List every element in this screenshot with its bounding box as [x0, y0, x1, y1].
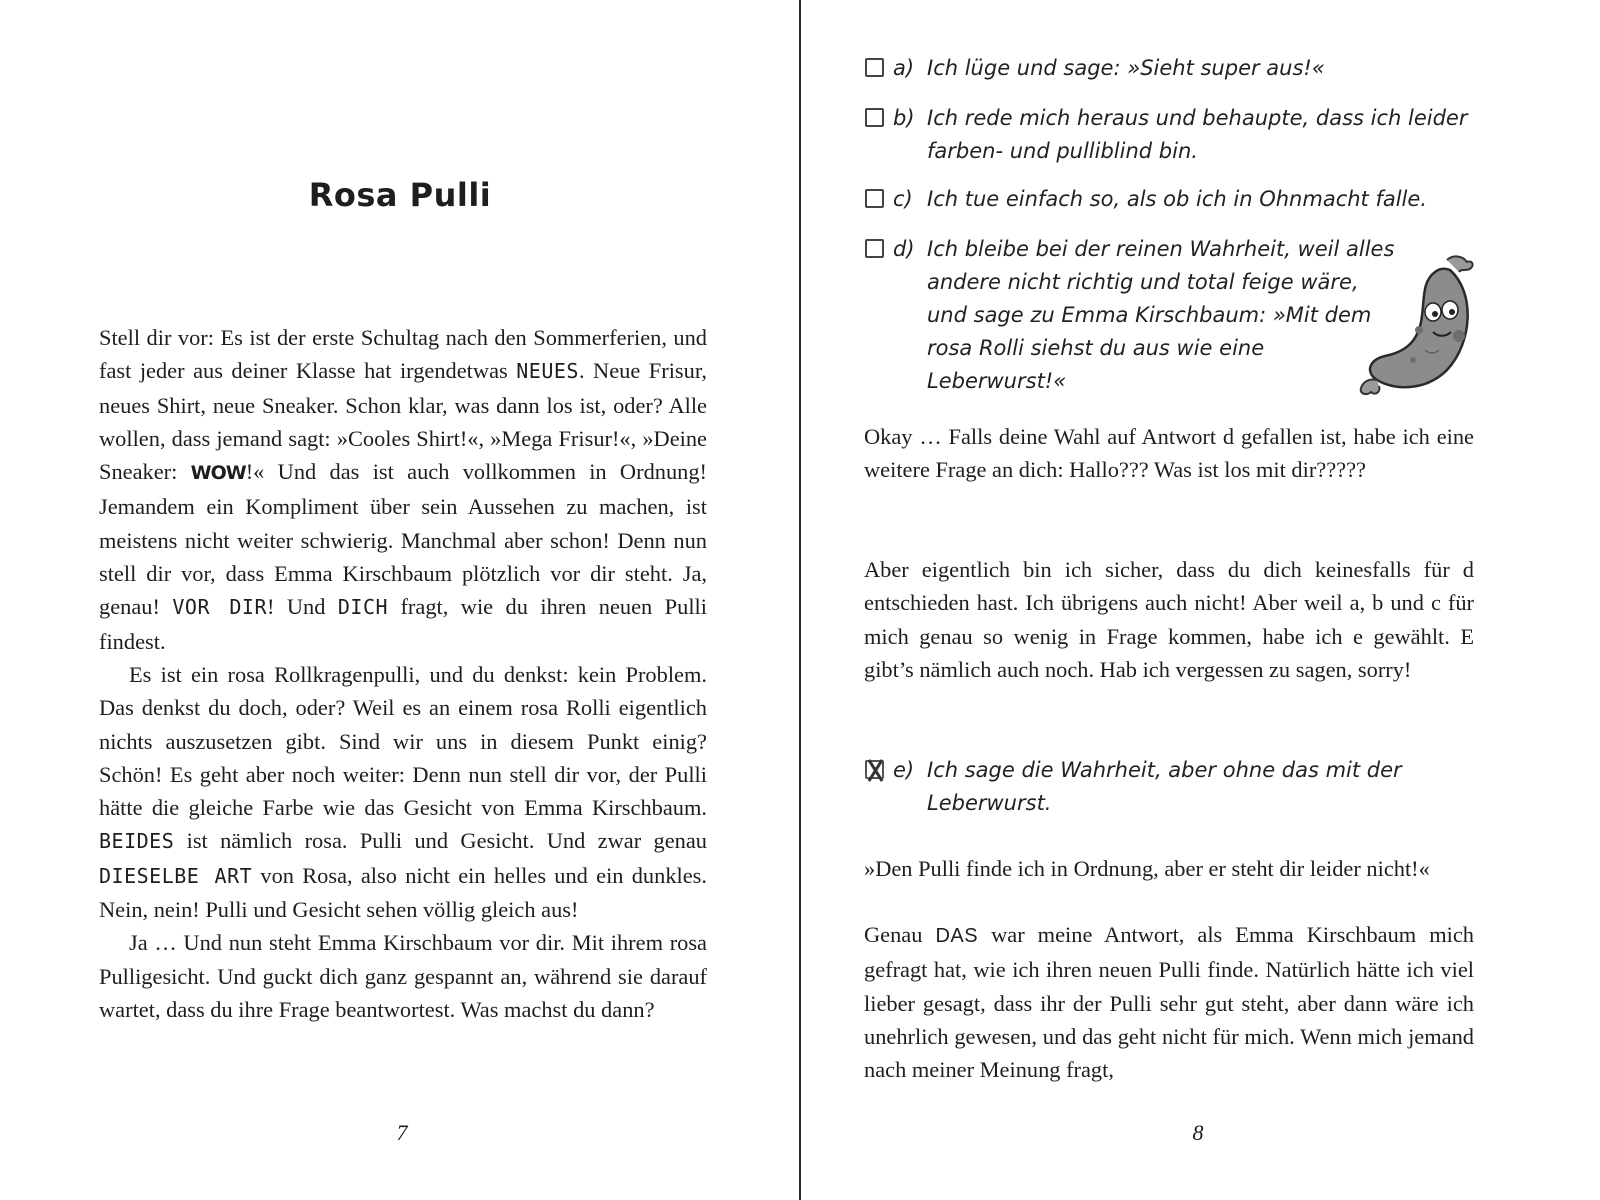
text-segment: fragt, wie du ihren neuen Pulli findest.: [99, 594, 707, 654]
option-b-text: Ich rede mich heraus und behaupte, dass ich leider farben- und pulliblind bin.: [927, 106, 1468, 163]
emphasis-word: BEIDES: [99, 829, 175, 854]
option-e-checkbox: [865, 760, 884, 779]
right-paragraph-2: [864, 553, 1474, 686]
emphasis-word: WOW: [190, 462, 246, 485]
text-segment: . Neue Frisur, neues Shirt, neue Sneaker. Schon klar, was dann los ist, oder? Alle wollen, dass jemand sagt: »Cooles Shirt!«, »Mega Frisur!«, »Deine Sneaker:: [99, 358, 707, 485]
text-segment: von Rosa, also nicht ein helles und ein dunkles. Nein, nein! Pulli und Gesicht sehen völlig gleich aus!: [99, 862, 707, 923]
option-e-text: Ich sage die Wahrheit, aber ohne das mit der Leberwurst.: [927, 758, 1402, 815]
option-d-letter: d): [893, 237, 915, 261]
text-segment: Genau: [864, 922, 936, 947]
liver-sausage-icon: [1361, 256, 1473, 394]
option-c: [865, 183, 1485, 217]
text-segment: war meine Antwort, als Emma Kirschbaum mich gefragt hat, wie ich ihren neuen Pulli finde. Natürlich hätte ich viel lieber gesagt, dass ihr der Pulli sehr gut steht, aber dann wäre ich unehrlich gewesen, und das geht nicht für mich. Wenn mich jemand nach meiner Meinung fragt,: [864, 922, 1474, 1083]
option-a-text: Ich lüge und sage: »Sieht super aus!«: [927, 56, 1325, 80]
right-paragraph-3: [864, 852, 1474, 885]
right-paragraph-2-text: Aber eigentlich bin ich sicher, dass du dich keinesfalls für d entschieden hast. Ich übrigens auch nicht! Aber weil a, b und c für mich genau so wenig in Frage kommen, habe ich e gewählt. E gibt’s nämlich auch noch. Hab ich vergessen zu sagen, sorry!: [864, 557, 1474, 682]
option-c-checkbox: [865, 189, 884, 208]
text-segment: ! Und: [266, 594, 338, 620]
text-segment: Es ist ein rosa Rollkragenpulli, und du denkst: kein Problem. Das denkst du doch, oder? Weil es an einem rosa Rolli eigentlich nichts auszusetzen gibt. Sind wir uns in diesem Punkt einig? Schön! Es geht aber noch weiter: Denn nun stell dir vor, der Pulli hätte die gleiche Farbe wie das Gesicht von Emma Kirschbaum.: [99, 661, 707, 821]
option-b-letter: b): [893, 106, 915, 130]
option-c-letter: c): [893, 187, 913, 211]
page-number-left: 7: [396, 1120, 408, 1145]
option-a-letter: a): [893, 56, 915, 80]
emphasis-word: NEUES: [516, 359, 579, 384]
emphasis-word: DIESELBE ART: [99, 863, 253, 888]
option-a-checkbox: [865, 58, 884, 77]
left-body-text: [99, 321, 707, 1026]
option-d-checkbox: [865, 239, 884, 258]
right-paragraph-1-text: Okay … Falls deine Wahl auf Antwort d gefallen ist, habe ich eine weitere Frage an dich: Hallo??? Was ist los mit dir?????: [864, 424, 1474, 483]
text-segment: ist nämlich rosa. Pulli und Gesicht. Und zwar genau: [174, 828, 707, 854]
emphasis-word: DAS: [935, 925, 979, 947]
right-paragraph-4: [864, 918, 1474, 1086]
option-a: [865, 52, 1485, 86]
option-d-text: Ich bleibe bei der reinen Wahrheit, weil alles andere nicht richtig und total feige wäre, und sage zu Emma Kirschbaum: »Mit dem rosa Rolli siehst du aus wie eine Leberwurst!«: [927, 237, 1395, 393]
text-segment: Ja … Und nun steht Emma Kirschbaum vor dir. Mit ihrem rosa Pulligesicht. Und guckt dich ganz gespannt an, während sie darauf wartet, dass du ihre Frage beantwortest. Was machst du dann?: [99, 930, 707, 1022]
right-paragraph-1: [864, 420, 1474, 487]
left-paragraph-2: [99, 658, 707, 926]
page-number-right: 8: [1192, 1120, 1204, 1145]
option-e-letter: e): [893, 758, 915, 782]
option-e: [865, 754, 1485, 822]
emphasis-word: VOR DIR: [172, 595, 267, 620]
emphasis-word: DICH: [337, 595, 389, 620]
text-segment: !« Und das ist auch vollkommen in Ordnung! Jemandem ein Kompliment über sein Aussehen zu machen, ist meistens nicht weiter schwierig. Manchmal aber schon! Denn nun stell dir vor, dass Emma Kirschbaum plötzlich vor dir steht. Ja, genau!: [99, 459, 707, 620]
option-c-text: Ich tue einfach so, als ob ich in Ohnmacht falle.: [927, 187, 1427, 211]
left-paragraph-1: [99, 321, 707, 658]
right-paragraph-3-text: »Den Pulli finde ich in Ordnung, aber er steht dir leider nicht!«: [864, 856, 1430, 881]
right-page: [800, 0, 1600, 1200]
right-paragraph-4-text: [864, 918, 1474, 1086]
option-b-checkbox: [865, 108, 884, 127]
left-paragraph-3: [99, 926, 707, 1026]
text-segment: Stell dir vor: Es ist der erste Schultag nach den Sommerferien, und fast jeder aus deiner Klasse hat irgendetwas: [99, 325, 707, 384]
liver-sausage-illustration: [1355, 252, 1485, 402]
option-b: [865, 102, 1485, 170]
chapter-title: Rosa Pulli: [308, 176, 492, 214]
